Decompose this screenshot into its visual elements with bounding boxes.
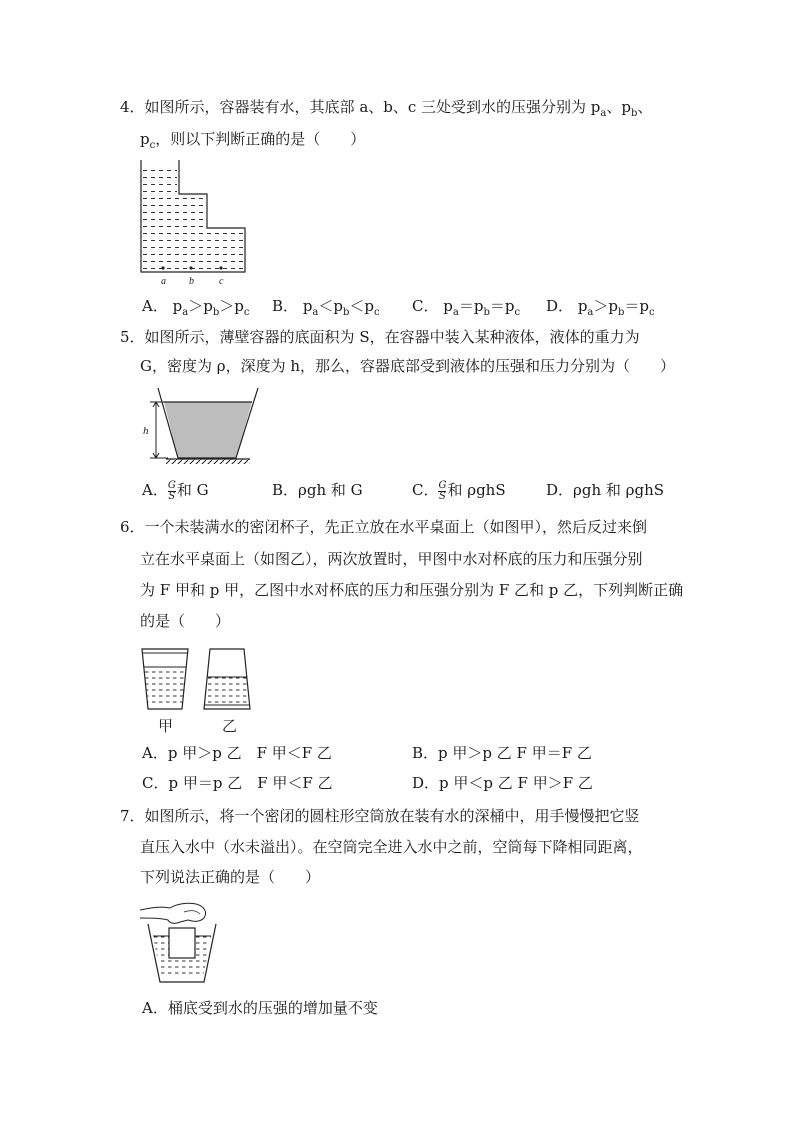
q6-stem-line2: 立在水平桌面上（如图乙），两次放置时，甲图中水对杯底的压力和压强分别 xyxy=(140,550,643,568)
q4-option-a[interactable] xyxy=(142,296,249,319)
q4-option-d[interactable] xyxy=(546,296,655,319)
option-text: $p_a>p_b>p_c$ xyxy=(172,297,250,318)
option-letter: A． xyxy=(142,297,168,315)
q7-stem-line3: 下列说法正确的是（ ） xyxy=(140,868,321,886)
q4-stepped-container-figure xyxy=(135,160,255,288)
option-text: $p_a>p_b=p_c$ xyxy=(577,297,655,318)
q6-stem-line3: 为 F 甲和 p 甲，乙图中水对杯底的压力和压强分别为 F 乙和 p 乙，下列判断正确 xyxy=(140,581,684,599)
q4-p: p xyxy=(140,130,150,148)
option-text: 和 G xyxy=(176,481,209,499)
frac-den: S xyxy=(168,490,176,502)
option-text: $p_a<p_b<p_c$ xyxy=(302,297,380,318)
label-c: c xyxy=(219,276,224,287)
label-b: b xyxy=(189,276,194,287)
option-text: $p_a=p_b=p_c$ xyxy=(443,297,521,318)
q4-sep2: 、 xyxy=(637,98,653,116)
q7-stem-line1: 7．如图所示，将一个密闭的圆柱形空筒放在装有水的深桶中，用手慢慢把它竖 xyxy=(120,807,640,825)
option-letter: A． xyxy=(142,999,168,1017)
option-letter: B． xyxy=(272,297,299,315)
q4-stem-rest: ，则以下判断正确的是（ ） xyxy=(155,130,366,148)
q5-option-a[interactable] xyxy=(142,480,209,502)
q4-sep1: 、p xyxy=(606,98,631,116)
q4-stem-text: 4．如图所示，容器装有水，其底部 a、b、c 三处受到水的压强分别为 p xyxy=(120,98,601,116)
q5-trapezoid-container-figure xyxy=(140,388,260,466)
q4-option-c[interactable] xyxy=(412,296,520,319)
label-a: a xyxy=(161,276,166,287)
q4-option-b[interactable] xyxy=(272,296,380,319)
q6-stem-line4: 的是（ ） xyxy=(140,612,231,630)
q7-option-a[interactable] xyxy=(142,998,378,1018)
option-text: 桶底受到水的压强的增加量不变 xyxy=(167,999,378,1017)
q6-option-b[interactable] xyxy=(412,743,592,763)
q5-option-c[interactable] xyxy=(412,480,506,502)
option-letter: C． xyxy=(142,774,169,792)
q4-stem-line2 xyxy=(140,129,365,152)
sub-b: b xyxy=(630,108,638,119)
option-letter: B． xyxy=(412,744,439,762)
option-letter: D． xyxy=(546,481,574,499)
sub-a: a xyxy=(600,108,607,119)
q6-option-a[interactable] xyxy=(142,743,332,763)
q4-stem-line1 xyxy=(120,97,652,120)
option-letter: C． xyxy=(412,481,439,499)
option-text: ρgh 和 ρghS xyxy=(573,481,665,499)
option-letter: A． xyxy=(142,481,168,499)
option-letter: D． xyxy=(412,774,440,792)
option-letter: A． xyxy=(142,744,168,762)
option-text: p 甲＜p 乙 F 甲＞F 乙 xyxy=(439,774,593,792)
frac-den: S xyxy=(439,490,446,502)
q5-option-d[interactable] xyxy=(546,480,664,500)
q6-option-d[interactable] xyxy=(412,773,593,793)
q6-cups-figure xyxy=(138,645,258,737)
fraction xyxy=(438,481,446,502)
q5-stem-line1: 5．如图所示，薄壁容器的底面积为 S，在容器中装入某种液体，液体的重力为 xyxy=(120,328,640,346)
q7-stem-line2: 直压入水中（水未溢出）。在空筒完全进入水中之前，空筒每下降相同距离， xyxy=(140,838,643,856)
label-yi: 乙 xyxy=(222,717,238,735)
q5-stem-line2: G，密度为 ρ，深度为 h，那么，容器底部受到液体的压强和压力分别为（ ） xyxy=(140,357,676,375)
option-letter: C． xyxy=(412,297,439,315)
label-h: h xyxy=(143,425,149,437)
frac-num: G xyxy=(438,479,447,491)
option-letter: B． xyxy=(272,481,299,499)
option-text: p 甲＞p 乙 F 甲＜F 乙 xyxy=(167,744,332,762)
sub-c: c xyxy=(149,140,156,151)
option-letter: D． xyxy=(546,297,574,315)
option-text: ρgh 和 G xyxy=(298,481,363,499)
frac-num: G xyxy=(167,479,176,491)
q7-bucket-hand-figure xyxy=(140,898,220,986)
option-text: p 甲＞p 乙 F 甲＝F 乙 xyxy=(438,744,592,762)
label-jia: 甲 xyxy=(158,717,174,735)
option-text: 和 ρghS xyxy=(447,481,506,499)
fraction xyxy=(168,481,176,502)
option-text: p 甲＝p 乙 F 甲＜F 乙 xyxy=(168,774,333,792)
q6-stem-line1: 6．一个未装满水的密闭杯子，先正立放在水平桌面上（如图甲），然后反过来倒 xyxy=(120,518,648,536)
q6-option-c[interactable] xyxy=(142,773,333,793)
q5-option-b[interactable] xyxy=(272,480,363,500)
